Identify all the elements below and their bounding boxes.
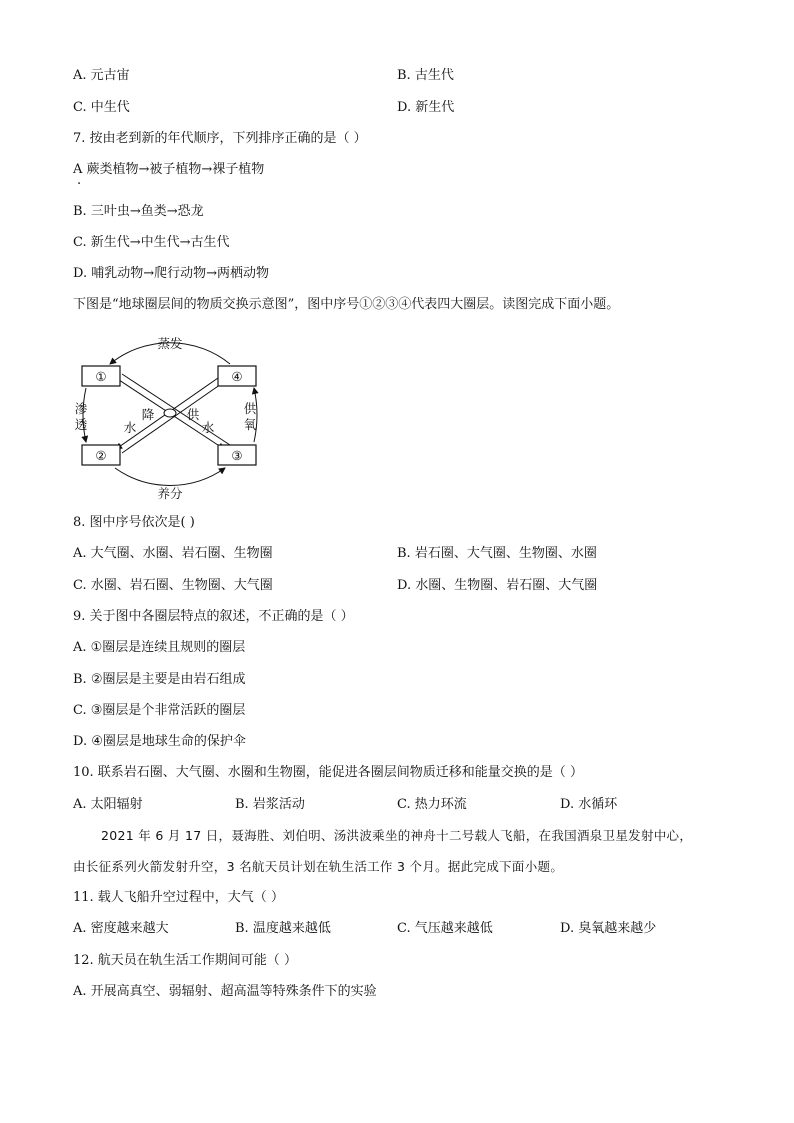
q11-option-d: D. 臭氧越来越少 <box>560 921 657 936</box>
q7-option-b: B. 三叶虫→鱼类→恐龙 <box>73 204 204 219</box>
q9-stem: 9. 关于图中各圈层特点的叙述，不正确的是（ ） <box>73 609 354 624</box>
arc-nutrients <box>115 468 225 485</box>
q7-stem: 7. 按由老到新的年代顺序，下列排序正确的是（ ） <box>73 131 367 146</box>
box-2-label: ② <box>95 448 107 463</box>
passage-line-1: 2021 年 6 月 17 日，聂海胜、刘伯明、汤洪波乘坐的神舟十二号载人飞船，在我国酒泉卫星发射中心， <box>101 828 693 843</box>
q11-option-b: B. 温度越来越低 <box>235 921 331 936</box>
q8-option-a: A. 大气圈、水圈、岩石圈、生物圈 <box>73 546 273 561</box>
q11-option-a: A. 密度越来越大 <box>73 921 169 936</box>
q11-stem: 11. 载人飞船升空过程中，大气（ ） <box>73 890 284 905</box>
q6-option-b: B. 古生代 <box>397 68 454 83</box>
q11-option-c: C. 气压越来越低 <box>397 921 493 936</box>
q9-option-c: C. ③圈层是个非常活跃的圈层 <box>73 703 246 718</box>
q6-option-a: A. 元古宙 <box>73 68 130 83</box>
q10-option-c: C. 热力环流 <box>397 797 467 812</box>
q9-option-d: D. ④圈层是地球生命的保护伞 <box>73 734 246 749</box>
q10-stem: 10. 联系岩石圈、大气圈、水圈和生物圈，能促进各圈层间物质迁移和能量交换的是（ ） <box>73 765 583 780</box>
intro-8-10: 下图是“地球圈层间的物质交换示意图”，图中序号①②③④代表四大圈层。读图完成下面小题。 <box>73 297 620 312</box>
q8-option-b: B. 岩石圈、大气圈、生物圈、水圈 <box>397 546 597 561</box>
label-water-supply-1: 供 <box>186 407 200 422</box>
q7-option-a-dot: . <box>77 173 82 188</box>
box-4-label: ④ <box>231 369 243 384</box>
label-oxygen-2: 氧 <box>243 417 257 432</box>
q8-option-d: D. 水圈、生物圈、岩石圈、大气圈 <box>397 578 598 593</box>
q6-option-c: C. 中生代 <box>73 100 130 115</box>
q9-option-a: A. ①圈层是连续且规则的圈层 <box>73 640 246 655</box>
label-precipitation-1: 降 <box>141 407 155 422</box>
q7-option-a: A 蕨类植物→被子植物→裸子植物 <box>73 162 265 177</box>
sphere-exchange-diagram <box>70 328 270 503</box>
passage-line-2: 由长征系列火箭发射升空，3 名航天员计划在轨生活工作 3 个月。据此完成下面小题。 <box>73 859 564 874</box>
q10-option-d: D. 水循环 <box>560 797 618 812</box>
label-infiltration-2: 透 <box>74 417 88 432</box>
q6-option-d: D. 新生代 <box>397 100 455 115</box>
q7-option-d: D. 哺乳动物→爬行动物→两栖动物 <box>73 266 270 281</box>
q10-option-a: A. 太阳辐射 <box>73 797 143 812</box>
q8-stem: 8. 图中序号依次是( ) <box>73 515 195 530</box>
q8-option-c: C. 水圈、岩石圈、生物圈、大气圈 <box>73 578 273 593</box>
label-evaporation: 蒸发 <box>157 336 183 351</box>
q7-option-c: C. 新生代→中生代→古生代 <box>73 235 230 250</box>
label-infiltration-1: 渗 <box>74 401 88 416</box>
box-1-label: ① <box>95 369 107 384</box>
q10-option-b: B. 岩浆活动 <box>235 797 305 812</box>
label-precipitation-2: 水 <box>123 420 137 435</box>
q12-stem: 12. 航天员在轨生活工作期间可能（ ） <box>73 953 297 968</box>
label-nutrients: 养分 <box>157 486 183 501</box>
q12-option-a: A. 开展高真空、弱辐射、超高温等特殊条件下的实验 <box>73 984 377 999</box>
q9-option-b: B. ②圈层是主要是由岩石组成 <box>73 672 246 687</box>
box-3-label: ③ <box>231 448 243 463</box>
label-water-supply-2: 水 <box>201 420 215 435</box>
label-oxygen-1: 供 <box>243 401 257 416</box>
